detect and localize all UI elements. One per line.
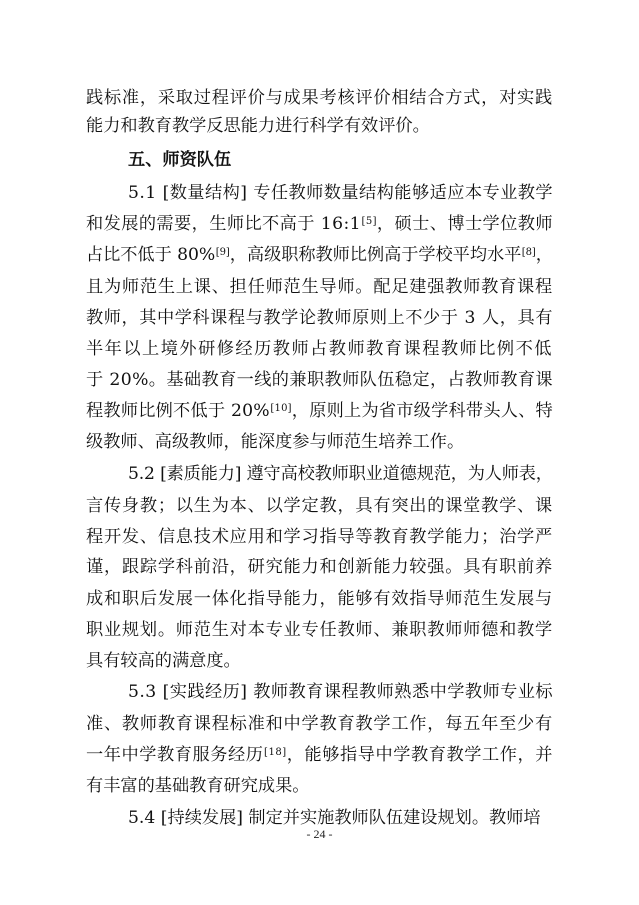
text-run: 半年以上境外研修经历教师占教师教育课程教师比例不低 bbox=[86, 339, 553, 359]
text-run: ， bbox=[535, 245, 553, 265]
text-run: 具有较高的满意度。 bbox=[86, 651, 241, 671]
text-run: ，硕士、博士学位教师 bbox=[376, 214, 553, 234]
text-run: 和发展的需要，生师比不高于 16:1 bbox=[86, 214, 361, 234]
line-content bbox=[128, 808, 541, 828]
line-content bbox=[86, 776, 309, 796]
line-content bbox=[86, 214, 553, 234]
text-run: 能力和教育教学反思能力进行科学有效评价。 bbox=[86, 116, 430, 136]
text-run: 5.3 [实践经历] 教师教育课程教师熟悉中学教师专业标 bbox=[128, 682, 553, 702]
text-run: 5.1 [数量结构] 专任教师数量结构能够适应本专业教学 bbox=[128, 183, 553, 203]
line-content bbox=[86, 651, 241, 671]
text-run: 五、师资队伍 bbox=[128, 150, 232, 170]
text-run: 程教师比例不低于 20% bbox=[86, 401, 270, 421]
citation-superscript: [5] bbox=[361, 215, 377, 227]
text-run: 践标准，采取过程评价与成果考核评价相结合方式，对实践 bbox=[86, 88, 553, 108]
line-content bbox=[86, 116, 430, 136]
text-run: 言传身教；以生为本、以学定教，具有突出的课堂教学、课 bbox=[86, 496, 553, 516]
line-content bbox=[86, 308, 553, 328]
line-content bbox=[86, 401, 553, 421]
line-content bbox=[86, 277, 553, 297]
text-run: 有丰富的基础教育研究成果。 bbox=[86, 776, 310, 796]
text-run: 成和职后发展一体化指导能力，能够有效指导师范生发展与 bbox=[86, 589, 553, 609]
line-content bbox=[86, 589, 553, 609]
text-run: 且为师范生上课、担任师范生导师。配足建强教师教育课程 bbox=[86, 277, 553, 297]
citation-superscript: [18] bbox=[263, 746, 287, 758]
line-content bbox=[86, 339, 553, 359]
line-content bbox=[128, 464, 553, 484]
line-content bbox=[86, 557, 553, 577]
text-run: 于 20%。基础教育一线的兼职教师队伍稳定，占教师教育课 bbox=[86, 370, 553, 390]
text-run: 5.2 [素质能力] 遵守高校教师职业道德规范，为人师表， bbox=[128, 464, 553, 484]
citation-superscript: [10] bbox=[270, 402, 292, 414]
citation-superscript: [9] bbox=[215, 246, 230, 258]
text-run: 占比不低于 80% bbox=[86, 245, 216, 265]
text-run: 准、教师教育课程标准和中学教育教学工作，每五年至少有 bbox=[86, 714, 553, 734]
line-content bbox=[86, 714, 553, 734]
line-content bbox=[86, 370, 553, 390]
line-content bbox=[86, 527, 553, 547]
line-content bbox=[86, 88, 553, 108]
text-run: ，高级职称教师比例高于学校平均水平 bbox=[229, 245, 522, 265]
text-run: ，原则上为省市级学科带头人、特 bbox=[291, 401, 553, 421]
line-content bbox=[86, 432, 464, 452]
line-content bbox=[128, 183, 553, 203]
text-run: 一年中学教育服务经历 bbox=[86, 745, 264, 765]
line-content bbox=[128, 150, 231, 170]
text-run: 职业规划。师范生对本专业专任教师、兼职教师师德和教学 bbox=[86, 620, 553, 640]
page-number: - 24 - bbox=[306, 827, 333, 841]
line-content bbox=[86, 496, 553, 516]
text-run: 级教师、高级教师，能深度参与师范生培养工作。 bbox=[86, 432, 465, 452]
line-content bbox=[128, 682, 553, 702]
line-content bbox=[86, 245, 553, 265]
line-content bbox=[86, 620, 553, 640]
text-run: ，能够指导中学教育教学工作，并 bbox=[286, 745, 553, 765]
text-run: 谨，跟踪学科前沿，研究能力和创新能力较强。具有职前养 bbox=[86, 557, 553, 577]
text-run: 程开发、信息技术应用和学习指导等教育教学能力；治学严 bbox=[86, 527, 553, 547]
text-run: 教师，其中学科课程与教学论教师原则上不少于 3 人，具有 bbox=[86, 308, 553, 328]
text-run: 5.4 [持续发展] 制定并实施教师队伍建设规划。教师培 bbox=[128, 808, 541, 828]
line-content bbox=[86, 745, 553, 765]
citation-superscript: [8] bbox=[521, 246, 536, 258]
